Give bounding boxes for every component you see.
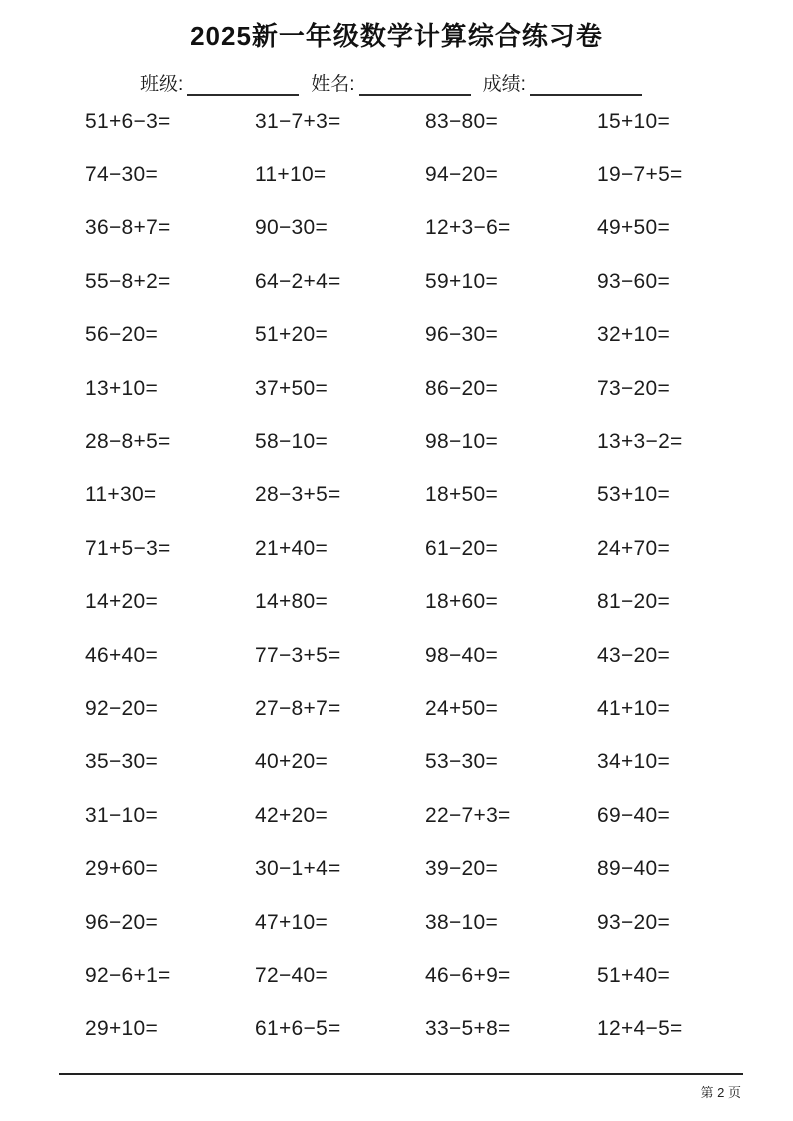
name-field-label: 姓名: <box>311 74 355 95</box>
problem-cell: 35−30= <box>85 750 159 774</box>
problem-cell: 31−10= <box>85 803 159 827</box>
problem-cell: 39−20= <box>425 857 499 881</box>
student-info-header <box>140 74 654 96</box>
problem-cell: 93−60= <box>597 269 671 293</box>
problem-cell: 81−20= <box>597 590 671 614</box>
class-field-label: 班级: <box>140 74 184 95</box>
problem-cell: 61−20= <box>425 536 499 560</box>
problem-cell: 15+10= <box>597 109 671 133</box>
problems-grid <box>85 95 683 1056</box>
problem-cell: 51+6−3= <box>85 109 171 133</box>
problem-cell: 69−40= <box>597 803 671 827</box>
problem-cell: 93−20= <box>597 910 671 934</box>
problem-cell: 36−8+7= <box>85 216 171 240</box>
problem-cell: 51+40= <box>597 963 671 987</box>
problem-cell: 72−40= <box>255 963 329 987</box>
problem-cell: 58−10= <box>255 430 329 454</box>
problem-cell: 55−8+2= <box>85 269 171 293</box>
problem-cell: 32+10= <box>597 323 671 347</box>
problem-cell: 28−8+5= <box>85 430 171 454</box>
problem-cell: 83−80= <box>425 109 499 133</box>
problem-cell: 14+20= <box>85 590 159 614</box>
problem-cell: 12+3−6= <box>425 216 511 240</box>
problem-cell: 29+10= <box>85 1017 159 1041</box>
problem-cell: 24+50= <box>425 696 499 720</box>
name-field <box>311 74 470 96</box>
problem-cell: 13+10= <box>85 376 159 400</box>
class-blank-line <box>187 74 299 96</box>
problem-cell: 90−30= <box>255 216 329 240</box>
problem-cell: 12+4−5= <box>597 1017 683 1041</box>
name-blank-line <box>359 74 471 96</box>
problem-cell: 92−20= <box>85 696 159 720</box>
problem-cell: 18+50= <box>425 483 499 507</box>
problem-cell: 94−20= <box>425 163 499 187</box>
footer-divider <box>59 1073 743 1075</box>
problem-cell: 29+60= <box>85 857 159 881</box>
problem-cell: 22−7+3= <box>425 803 511 827</box>
problem-cell: 56−20= <box>85 323 159 347</box>
problem-cell: 41+10= <box>597 696 671 720</box>
problem-cell: 21+40= <box>255 536 329 560</box>
problem-cell: 34+10= <box>597 750 671 774</box>
problem-cell: 59+10= <box>425 269 499 293</box>
problem-cell: 38−10= <box>425 910 499 934</box>
problem-cell: 11+10= <box>255 163 327 187</box>
problem-cell: 51+20= <box>255 323 329 347</box>
problem-cell: 40+20= <box>255 750 329 774</box>
score-field <box>483 74 642 96</box>
page-number: 第 2 页 <box>700 1085 741 1100</box>
problem-cell: 98−10= <box>425 430 499 454</box>
problem-cell: 31−7+3= <box>255 109 341 133</box>
problem-cell: 24+70= <box>597 536 671 560</box>
problem-cell: 37+50= <box>255 376 329 400</box>
problem-cell: 96−30= <box>425 323 499 347</box>
problem-cell: 73−20= <box>597 376 671 400</box>
problem-cell: 33−5+8= <box>425 1017 511 1041</box>
problem-cell: 74−30= <box>85 163 159 187</box>
problem-cell: 53+10= <box>597 483 671 507</box>
problem-cell: 96−20= <box>85 910 159 934</box>
problem-cell: 77−3+5= <box>255 643 341 667</box>
problem-cell: 71+5−3= <box>85 536 171 560</box>
score-blank-line <box>530 74 642 96</box>
problem-cell: 49+50= <box>597 216 671 240</box>
problem-cell: 86−20= <box>425 376 499 400</box>
problem-cell: 53−30= <box>425 750 499 774</box>
problem-cell: 92−6+1= <box>85 963 171 987</box>
problem-cell: 98−40= <box>425 643 499 667</box>
problem-cell: 19−7+5= <box>597 163 683 187</box>
class-field <box>140 74 299 96</box>
problem-cell: 89−40= <box>597 857 671 881</box>
page-title: 2025新一年级数学计算综合练习卷 <box>190 21 603 51</box>
problem-cell: 64−2+4= <box>255 269 341 293</box>
problem-cell: 61+6−5= <box>255 1017 341 1041</box>
problem-cell: 14+80= <box>255 590 329 614</box>
problem-cell: 11+30= <box>85 483 157 507</box>
problem-cell: 18+60= <box>425 590 499 614</box>
problem-cell: 46+40= <box>85 643 159 667</box>
problem-cell: 46−6+9= <box>425 963 511 987</box>
problem-cell: 30−1+4= <box>255 857 341 881</box>
problem-cell: 13+3−2= <box>597 430 683 454</box>
problem-cell: 47+10= <box>255 910 329 934</box>
score-field-label: 成绩: <box>482 74 526 95</box>
problem-cell: 28−3+5= <box>255 483 341 507</box>
problem-cell: 27−8+7= <box>255 696 341 720</box>
problem-cell: 43−20= <box>597 643 671 667</box>
problem-cell: 42+20= <box>255 803 329 827</box>
